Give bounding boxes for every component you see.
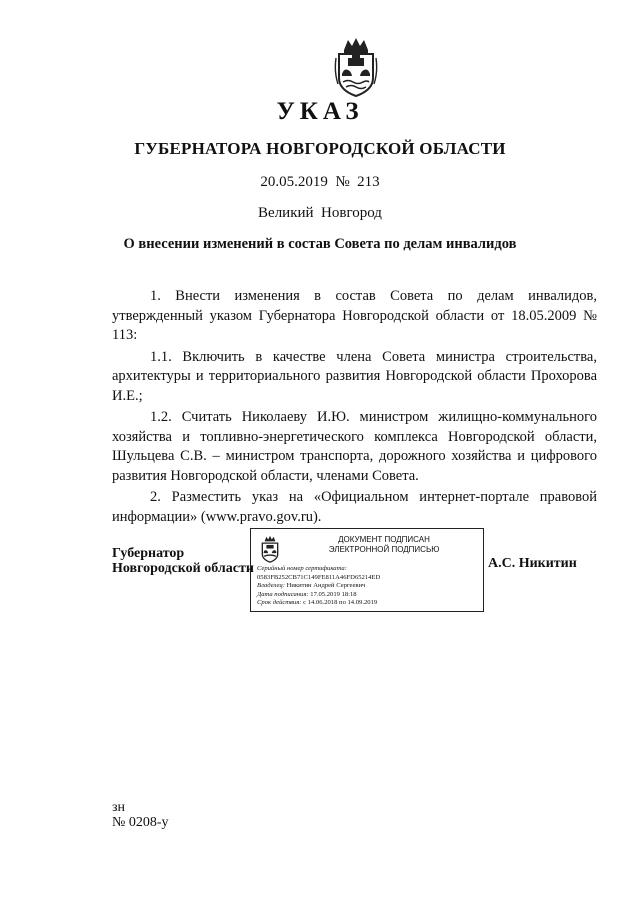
document-subtitle: ГУБЕРНАТОРА НОВГОРОДСКОЙ ОБЛАСТИ <box>134 139 506 158</box>
paragraph-1: 1. Внести изменения в состав Совета по делам инвалидов, утвержденный указом Губернатора Новгородской области от 18.05.2009 № 113: <box>112 288 597 343</box>
signatory-role <box>112 546 254 576</box>
signed-row <box>257 591 481 600</box>
document-heading: О внесении изменений в состав Совета по делам инвалидов <box>123 236 517 252</box>
owner-value: Никитин Андрей Сергеевич <box>286 582 366 590</box>
stamp-title-line2: ЭЛЕКТРОННОЙ ПОДПИСЬЮ <box>328 545 440 554</box>
novgorod-coat-of-arms-icon <box>334 36 378 98</box>
owner-row <box>257 582 481 591</box>
signatory-role-line1: Губернатор <box>112 546 185 561</box>
stamp-coat-of-arms-icon <box>259 535 281 563</box>
signed-value: 17.05.2019 18:18 <box>310 590 357 598</box>
footer-code <box>112 800 169 830</box>
paragraph-1-2: 1.2. Считать Николаеву И.Ю. министром жилищно-коммунального хозяйства и топливно-энергетического комплекса Новгородской области, Шульцева С.В. – министром транспорта, дорожного хозяйства и цифрового развития Новгородской области, членами Совета. <box>112 409 597 484</box>
signatory-name: А.С. Никитин <box>488 556 577 571</box>
stamp-details <box>257 565 481 608</box>
date-number: 20.05.2019 № 213 <box>260 174 380 190</box>
electronic-signature-stamp <box>250 528 484 612</box>
paragraph-2: 2. Разместить указ на «Официальном интернет-портале правовой информации» (www.pravo.gov.ru). <box>112 489 597 525</box>
footer-line2: № 0208-у <box>112 815 169 830</box>
validity-label: Срок действия: <box>257 599 302 607</box>
cert-label: Серийный номер сертификата: <box>257 565 347 572</box>
footer-line1: зн <box>112 800 126 815</box>
validity-value: с 14.06.2018 по 14.09.2019 <box>303 599 378 607</box>
stamp-title-line1: ДОКУМЕНТ ПОДПИСАН <box>338 535 430 544</box>
document-body <box>112 287 597 529</box>
signatory-role-line2: Новгородской области <box>112 561 254 576</box>
stamp-title <box>289 535 479 555</box>
paragraph-1-1: 1.1. Включить в качестве члена Совета министра строительства, архитектуры и территориального развития Новгородской области Прохорова И.Е.; <box>112 348 597 404</box>
signed-label: Дата подписания: <box>257 590 309 598</box>
validity-row <box>257 599 481 608</box>
document-title: УКАЗ <box>276 98 364 125</box>
owner-label: Владелец: <box>257 582 285 590</box>
cert-value: 0583FB252CB71C149FE811A46FD65214ED <box>257 573 381 581</box>
city: Великий Новгород <box>258 205 382 221</box>
